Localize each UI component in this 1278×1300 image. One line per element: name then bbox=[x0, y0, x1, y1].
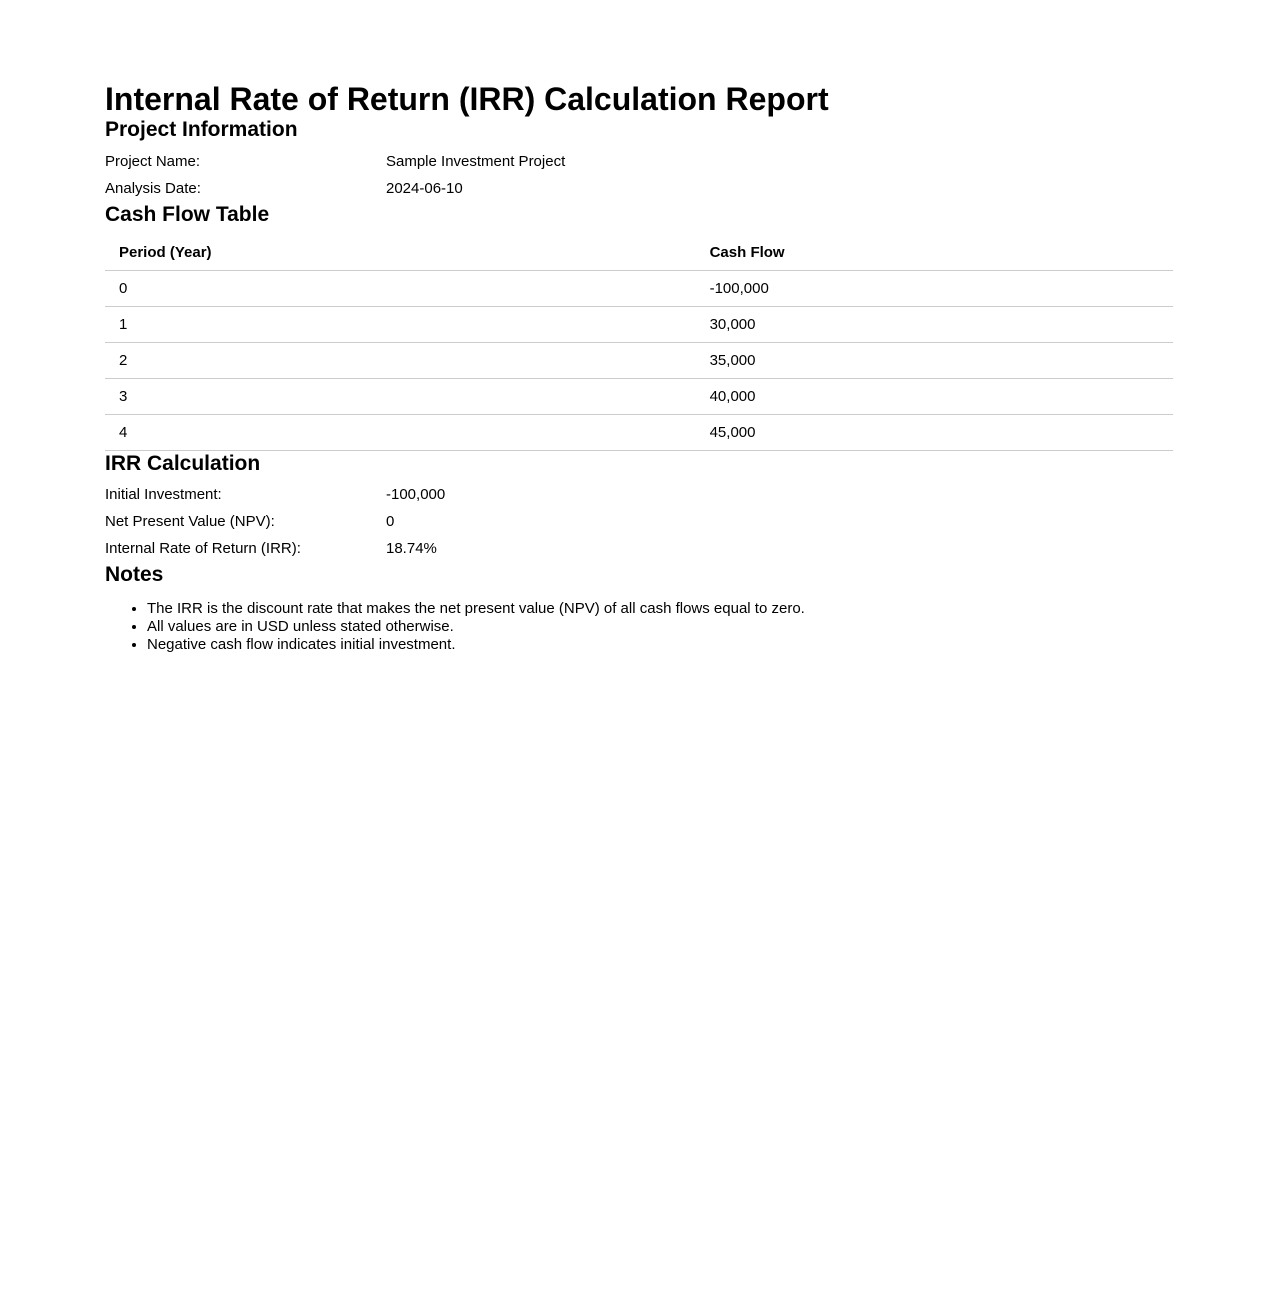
note-item: • All values are in USD unless stated otherwise. bbox=[147, 618, 1173, 636]
table-header-row bbox=[105, 235, 1173, 271]
project-information-block bbox=[105, 148, 565, 202]
cash-flow-cell: 30,000 bbox=[696, 306, 1173, 342]
initial-investment-value: -100,000 bbox=[386, 485, 446, 503]
project-name-label: Project Name: bbox=[105, 153, 201, 171]
page-title: Internal Rate of Return (IRR) Calculation Report bbox=[105, 81, 829, 117]
period-cell: 1 bbox=[105, 306, 696, 342]
cash-flow-table bbox=[105, 235, 1173, 451]
npv-value: 0 bbox=[386, 512, 395, 530]
analysis-date-row bbox=[105, 175, 565, 202]
table-row bbox=[105, 306, 1173, 342]
irr-label: Internal Rate of Return (IRR): bbox=[105, 539, 301, 557]
irr-calculation-block bbox=[105, 481, 445, 562]
cash-flow-cell: 45,000 bbox=[696, 414, 1173, 450]
analysis-date-label: Analysis Date: bbox=[105, 180, 201, 198]
npv-label: Net Present Value (NPV): bbox=[105, 512, 275, 530]
period-cell: 3 bbox=[105, 378, 696, 414]
project-information-heading: Project Information bbox=[105, 118, 298, 142]
period-cell: 2 bbox=[105, 342, 696, 378]
note-item: • Negative cash flow indicates initial investment. bbox=[147, 636, 1173, 654]
period-cell: 4 bbox=[105, 414, 696, 450]
notes-list bbox=[105, 600, 1173, 654]
cash-flow-cell: 40,000 bbox=[696, 378, 1173, 414]
initial-investment-label: Initial Investment: bbox=[105, 485, 222, 503]
project-name-row bbox=[105, 148, 565, 175]
cash-flow-table-heading: Cash Flow Table bbox=[105, 203, 270, 227]
table-row bbox=[105, 342, 1173, 378]
project-name-value: Sample Investment Project bbox=[386, 153, 566, 171]
table-row bbox=[105, 270, 1173, 306]
period-cell: 0 bbox=[105, 270, 696, 306]
cash-flow-cell: 35,000 bbox=[696, 342, 1173, 378]
initial-investment-row bbox=[105, 481, 445, 508]
table-row bbox=[105, 414, 1173, 450]
npv-row bbox=[105, 508, 445, 535]
notes-heading: Notes bbox=[105, 562, 164, 586]
irr-calculation-heading: IRR Calculation bbox=[105, 451, 261, 475]
analysis-date-value: 2024-06-10 bbox=[386, 180, 463, 198]
irr-value: 18.74% bbox=[386, 539, 437, 557]
note-item: • The IRR is the discount rate that makes the net present value (NPV) of all cash flows equal to zero. bbox=[147, 600, 1173, 618]
table-row bbox=[105, 378, 1173, 414]
cash-flow-cell: -100,000 bbox=[696, 270, 1173, 306]
column-header-cash-flow: Cash Flow bbox=[696, 235, 1173, 271]
column-header-period: Period (Year) bbox=[105, 235, 696, 271]
irr-row bbox=[105, 535, 445, 562]
